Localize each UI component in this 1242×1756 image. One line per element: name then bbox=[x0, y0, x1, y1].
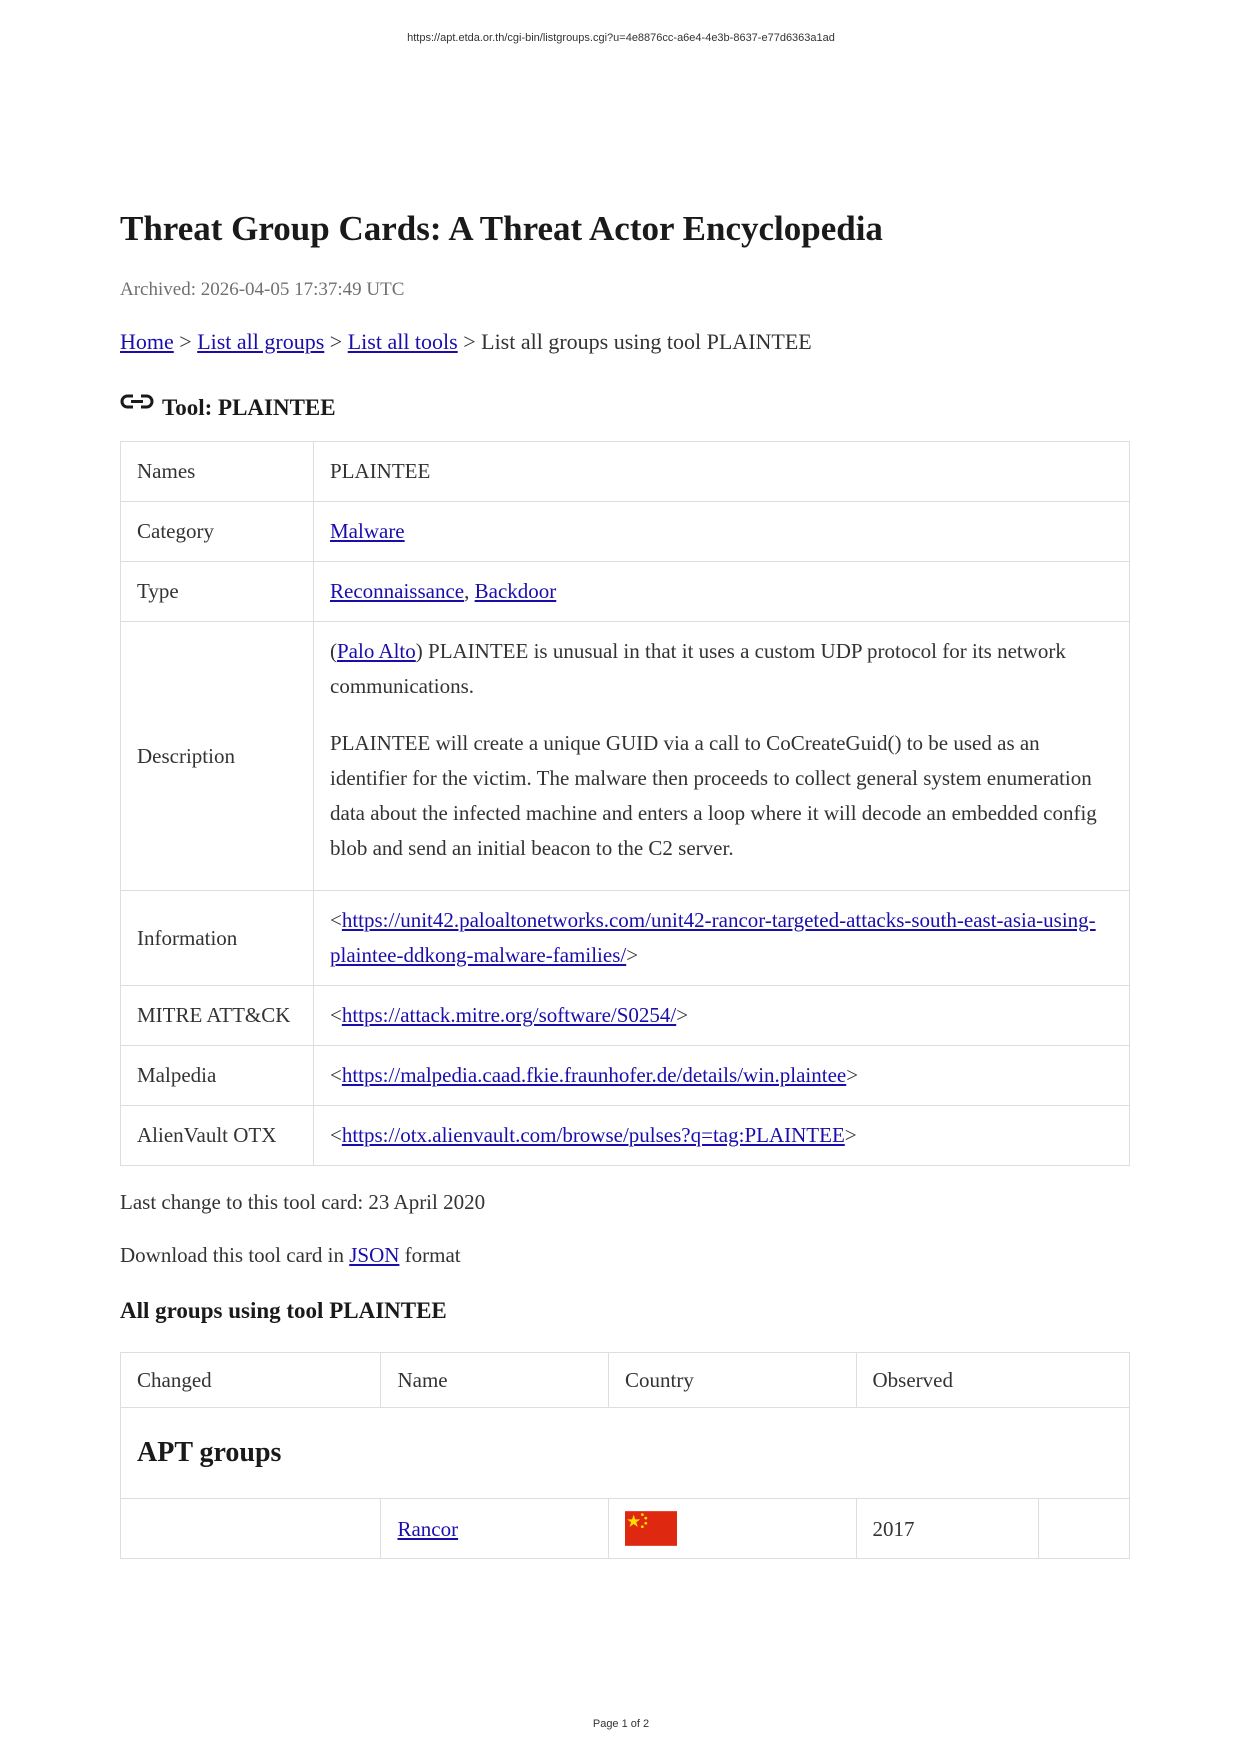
last-change-text: Last change to this tool card: 23 April 2020 bbox=[120, 1190, 486, 1214]
information-link[interactable]: https://unit42.paloaltonetworks.com/unit42-rancor-targeted-attacks-south-east-asia-using-plaintee-ddkong-malware-families/ bbox=[330, 908, 1096, 967]
table-row bbox=[121, 442, 1130, 502]
table-row bbox=[121, 1046, 1130, 1106]
tool-info-table bbox=[120, 441, 1130, 1166]
angle-close: > bbox=[844, 1123, 857, 1147]
breadcrumb-current: > List all groups using tool PLAINTEE bbox=[457, 329, 812, 354]
angle-open: < bbox=[330, 1063, 342, 1087]
type-reconnaissance-link[interactable]: Reconnaissance bbox=[330, 579, 465, 603]
information-value bbox=[314, 891, 1130, 986]
breadcrumb-list-groups-link[interactable]: List all groups bbox=[197, 329, 325, 354]
row-extra bbox=[1039, 1499, 1130, 1559]
description-paragraph bbox=[330, 634, 1113, 704]
table-row bbox=[121, 1106, 1130, 1166]
description-paragraph: PLAINTEE will create a unique GUID via a call to CoCreateGuid() to be used as an identifier for the victim. The malware then proceeds to collect general system enumeration data about the infected machine and enters a loop where it will decode an embedded config blob and send an initial beacon to the C2 server. bbox=[330, 731, 1097, 860]
group-rancor-link[interactable]: Rancor bbox=[397, 1516, 459, 1541]
breadcrumb-separator: > bbox=[324, 329, 348, 354]
names-label: Names bbox=[121, 442, 314, 502]
otx-link[interactable]: https://otx.alienvault.com/browse/pulses?q=tag:PLAINTEE bbox=[341, 1123, 845, 1147]
link-icon bbox=[120, 391, 154, 415]
breadcrumb-home-link[interactable]: Home bbox=[120, 329, 174, 354]
download-prefix: Download this tool card in bbox=[120, 1243, 350, 1267]
category-label: Category bbox=[121, 502, 314, 562]
malpedia-link[interactable]: https://malpedia.caad.fkie.fraunhofer.de/details/win.plaintee bbox=[341, 1063, 847, 1087]
table-row bbox=[121, 562, 1130, 622]
mitre-link[interactable]: https://attack.mitre.org/software/S0254/ bbox=[341, 1003, 677, 1027]
header-changed: Changed bbox=[121, 1353, 381, 1408]
angle-open: < bbox=[330, 1003, 342, 1027]
angle-open: < bbox=[330, 908, 342, 932]
row-changed bbox=[121, 1499, 381, 1559]
description-open-paren: ( bbox=[330, 639, 337, 663]
table-row bbox=[121, 1499, 1130, 1559]
breadcrumb-list-tools-link[interactable]: List all tools bbox=[347, 329, 458, 354]
header-country: Country bbox=[609, 1353, 857, 1408]
header-observed: Observed bbox=[856, 1353, 1129, 1408]
print-header-url: https://apt.etda.or.th/cgi-bin/listgroups.cgi?u=4e8876cc-a6e4-4e3b-8637-e77d6363a1ad bbox=[407, 32, 835, 44]
malpedia-value bbox=[314, 1046, 1130, 1106]
description-value bbox=[314, 622, 1130, 891]
angle-open: < bbox=[330, 1123, 342, 1147]
page-title: Threat Group Cards: A Threat Actor Encyclopedia bbox=[120, 209, 883, 248]
angle-close: > bbox=[626, 943, 639, 967]
header-name: Name bbox=[381, 1353, 609, 1408]
breadcrumb bbox=[120, 329, 1130, 355]
groups-heading: All groups using tool PLAINTEE bbox=[120, 1298, 447, 1323]
table-header-row bbox=[121, 1353, 1130, 1408]
archived-timestamp: Archived: 2026-04-05 17:37:49 UTC bbox=[120, 279, 405, 300]
table-row bbox=[121, 1408, 1130, 1499]
page-number: Page 1 of 2 bbox=[592, 1718, 650, 1730]
type-value bbox=[314, 562, 1130, 622]
type-separator: , bbox=[464, 579, 475, 603]
table-row bbox=[121, 622, 1130, 891]
row-country bbox=[609, 1499, 857, 1559]
otx-label: AlienVault OTX bbox=[121, 1106, 314, 1166]
malpedia-label: Malpedia bbox=[121, 1046, 314, 1106]
description-source-link[interactable]: Palo Alto bbox=[337, 639, 416, 663]
names-value: PLAINTEE bbox=[314, 442, 1130, 502]
description-label: Description bbox=[121, 622, 314, 891]
tool-heading-text: Tool: PLAINTEE bbox=[162, 395, 336, 420]
groups-table bbox=[120, 1352, 1130, 1559]
table-row bbox=[121, 986, 1130, 1046]
download-suffix: format bbox=[399, 1243, 461, 1267]
breadcrumb-separator: > bbox=[173, 329, 198, 354]
mitre-value bbox=[314, 986, 1130, 1046]
apt-groups-title: APT groups bbox=[121, 1408, 1130, 1499]
mitre-label: MITRE ATT&CK bbox=[121, 986, 314, 1046]
table-row bbox=[121, 891, 1130, 986]
information-label: Information bbox=[121, 891, 314, 986]
china-flag-icon bbox=[625, 1511, 677, 1546]
main-content bbox=[120, 208, 1130, 1559]
table-row bbox=[121, 502, 1130, 562]
category-value bbox=[314, 502, 1130, 562]
download-line bbox=[120, 1243, 1130, 1268]
type-backdoor-link[interactable]: Backdoor bbox=[474, 579, 557, 603]
download-json-link[interactable]: JSON bbox=[349, 1243, 400, 1267]
description-text: ) PLAINTEE is unusual in that it uses a custom UDP protocol for its network communications. bbox=[330, 639, 1066, 698]
angle-close: > bbox=[676, 1003, 689, 1027]
otx-value bbox=[314, 1106, 1130, 1166]
type-label: Type bbox=[121, 562, 314, 622]
tool-heading bbox=[120, 391, 1130, 421]
row-observed: 2017 bbox=[856, 1499, 1039, 1559]
category-malware-link[interactable]: Malware bbox=[330, 519, 405, 543]
angle-close: > bbox=[846, 1063, 859, 1087]
row-name bbox=[381, 1499, 609, 1559]
